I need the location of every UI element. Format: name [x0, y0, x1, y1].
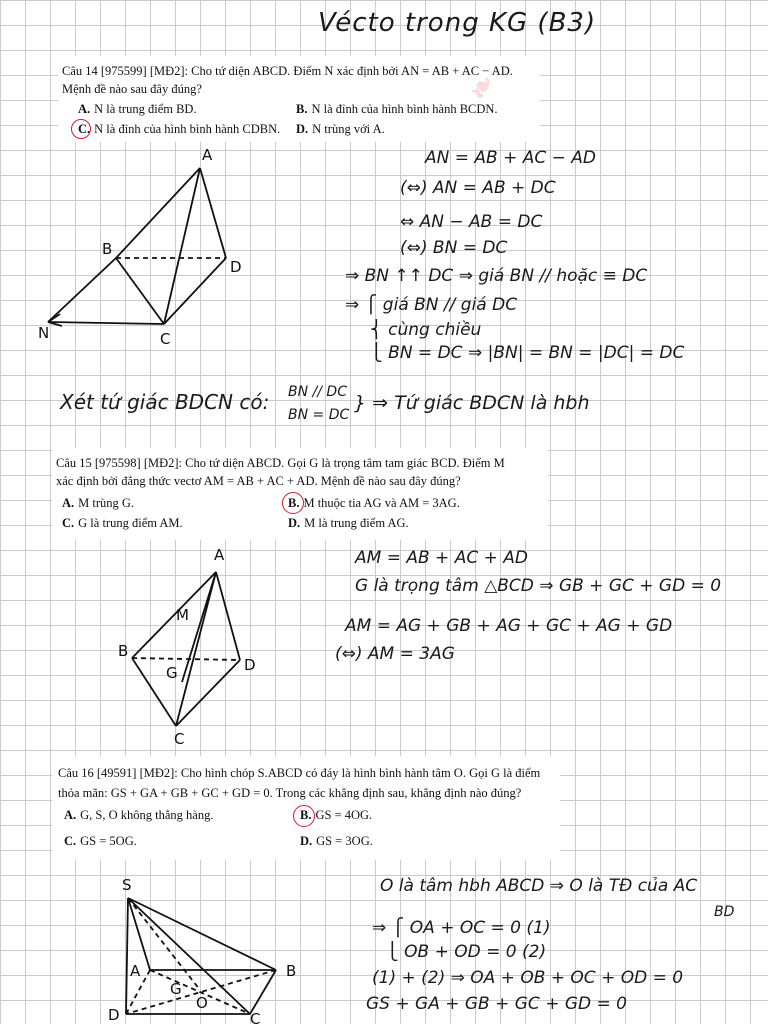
answer-circle-mark [282, 492, 304, 514]
q15-work-line-4: (⇔) AM = 3AG [335, 644, 455, 664]
vertex-label-s: S [122, 876, 132, 894]
question-15-card [52, 448, 548, 540]
tetrahedron-figure-q14 [30, 140, 260, 350]
vertex-label-d: D [230, 258, 242, 276]
question-15-text: Câu 15 [975598] [MĐ2]: Cho tứ diện ABCD. Gọi G là trọng tâm tam giác BCD. Điểm M [56, 456, 505, 470]
question-14-text-2: Mệnh đề nào sau đây đúng? [62, 82, 202, 96]
q14-work-line-7: ⎨ cùng chiều [370, 320, 482, 340]
vertex-label-a: A [130, 962, 141, 980]
vertex-label-c: C [160, 330, 171, 348]
vertex-label-a: A [202, 146, 213, 164]
q14-work-line-5: ⇒ BN ↑↑ DC ⇒ giá BN // hoặc ≡ DC [345, 266, 648, 286]
point-label-g: G [166, 664, 178, 682]
q14-option-a[interactable]: A. N là trung điểm BD. [78, 102, 197, 116]
q16-work-line-1: O là tâm hbh ABCD ⇒ O là TĐ của AC [380, 876, 698, 896]
question-16-text-2: thỏa mãn: GS + GA + GB + GC + GD = 0. Trong các khẳng định sau, khẳng định nào đúng? [58, 786, 522, 800]
point-label-g: G [170, 980, 182, 998]
tetrahedron-figure-q15 [110, 540, 270, 750]
q15-option-b[interactable]: B. M thuộc tia AG và AM = 3AG. [288, 496, 460, 510]
q16-work-line-3: ⇒ ⎧ OA + OC = 0 (1) [372, 918, 551, 938]
q15-option-c[interactable]: C. G là trung điểm AM. [62, 516, 183, 530]
q15-option-d[interactable]: D. M là trung điểm AG. [288, 516, 409, 530]
question-16-card [52, 756, 560, 860]
q14-conclusion-result: } ⇒ Tứ giác BDCN là hbh [354, 392, 590, 414]
q16-work-line-6: GS + GA + GB + GC + GD = 0 [366, 994, 627, 1014]
q14-work-line-3: ⇔ AN − AB = DC [400, 212, 543, 232]
q14-option-c[interactable]: C. N là đỉnh của hình bình hành CDBN. [78, 122, 281, 136]
q16-option-c[interactable]: C. GS = 5OG. [64, 834, 137, 848]
q14-work-line-1: AN = AB + AC − AD [425, 148, 597, 168]
q15-work-line-3: AM = AG + GB + AG + GC + AG + GD [345, 616, 673, 636]
vertex-label-b: B [118, 642, 129, 660]
q16-work-line-2: BD [714, 904, 735, 920]
question-14-text: Câu 14 [975599] [MĐ2]: Cho tứ diện ABCD. Điểm N xác định bởi AN = AB + AC − AD. [62, 64, 513, 78]
vertex-label-b: B [102, 240, 113, 258]
point-label-o: O [196, 994, 208, 1012]
q14-option-b[interactable]: B. N là đỉnh của hình bình hành BCDN. [296, 102, 498, 116]
q15-work-line-2: G là trọng tâm △BCD ⇒ GB + GC + GD = 0 [355, 576, 722, 596]
answer-circle-mark [71, 119, 91, 139]
q16-work-line-4: ⎩ OB + OD = 0 (2) [386, 942, 547, 962]
vertex-label-n: N [38, 324, 50, 342]
q14-conclusion-text: Xét tứ giác BDCN có: [60, 390, 270, 414]
vertex-label-a: A [214, 546, 225, 564]
point-label-m: M [176, 606, 189, 624]
q16-option-a[interactable]: A. G, S, O không thẳng hàng. [64, 808, 214, 822]
vertex-label-d: D [108, 1006, 120, 1024]
q16-work-line-5: (1) + (2) ⇒ OA + OB + OC + OD = 0 [372, 968, 684, 988]
q14-work-line-8: ⎩ BN = DC ⇒ |BN| = BN = |DC| = DC [370, 343, 685, 363]
q16-option-b[interactable]: B. GS = 4OG. [300, 808, 373, 822]
q15-option-a[interactable]: A. M trùng G. [62, 496, 135, 510]
vertex-label-c: C [174, 730, 185, 748]
question-15-text-2: xác định bởi đẳng thức vectơ AM = AB + AC + AD. Mệnh đề nào sau đây đúng? [56, 474, 461, 488]
q14-conclusion-cond-1: BN // DC [288, 384, 347, 400]
pyramid-figure-q16 [100, 870, 310, 1024]
vertex-label-c: C [250, 1010, 261, 1024]
q14-work-line-2: (⇔) AN = AB + DC [400, 178, 556, 198]
q14-work-line-4: (⇔) BN = DC [400, 238, 508, 258]
question-16-text: Câu 16 [49591] [MĐ2]: Cho hình chóp S.ABCD có đáy là hình bình hành tâm O. Gọi G là điểm [58, 766, 541, 780]
q14-option-d[interactable]: D. N trùng với A. [296, 122, 385, 136]
watermark: ❧ [461, 68, 504, 107]
q15-work-line-1: AM = AB + AC + AD [355, 548, 528, 568]
q16-option-d[interactable]: D. GS = 3OG. [300, 834, 373, 848]
vertex-label-b: B [286, 962, 297, 980]
page-title: Vécto trong KG (B3) [318, 8, 597, 38]
q14-work-line-6: ⇒ ⎧ giá BN // giá DC [345, 295, 518, 315]
vertex-label-d: D [244, 656, 256, 674]
answer-circle-mark [293, 805, 315, 827]
question-14-card [58, 56, 540, 142]
q14-conclusion-cond-2: BN = DC [288, 407, 350, 423]
